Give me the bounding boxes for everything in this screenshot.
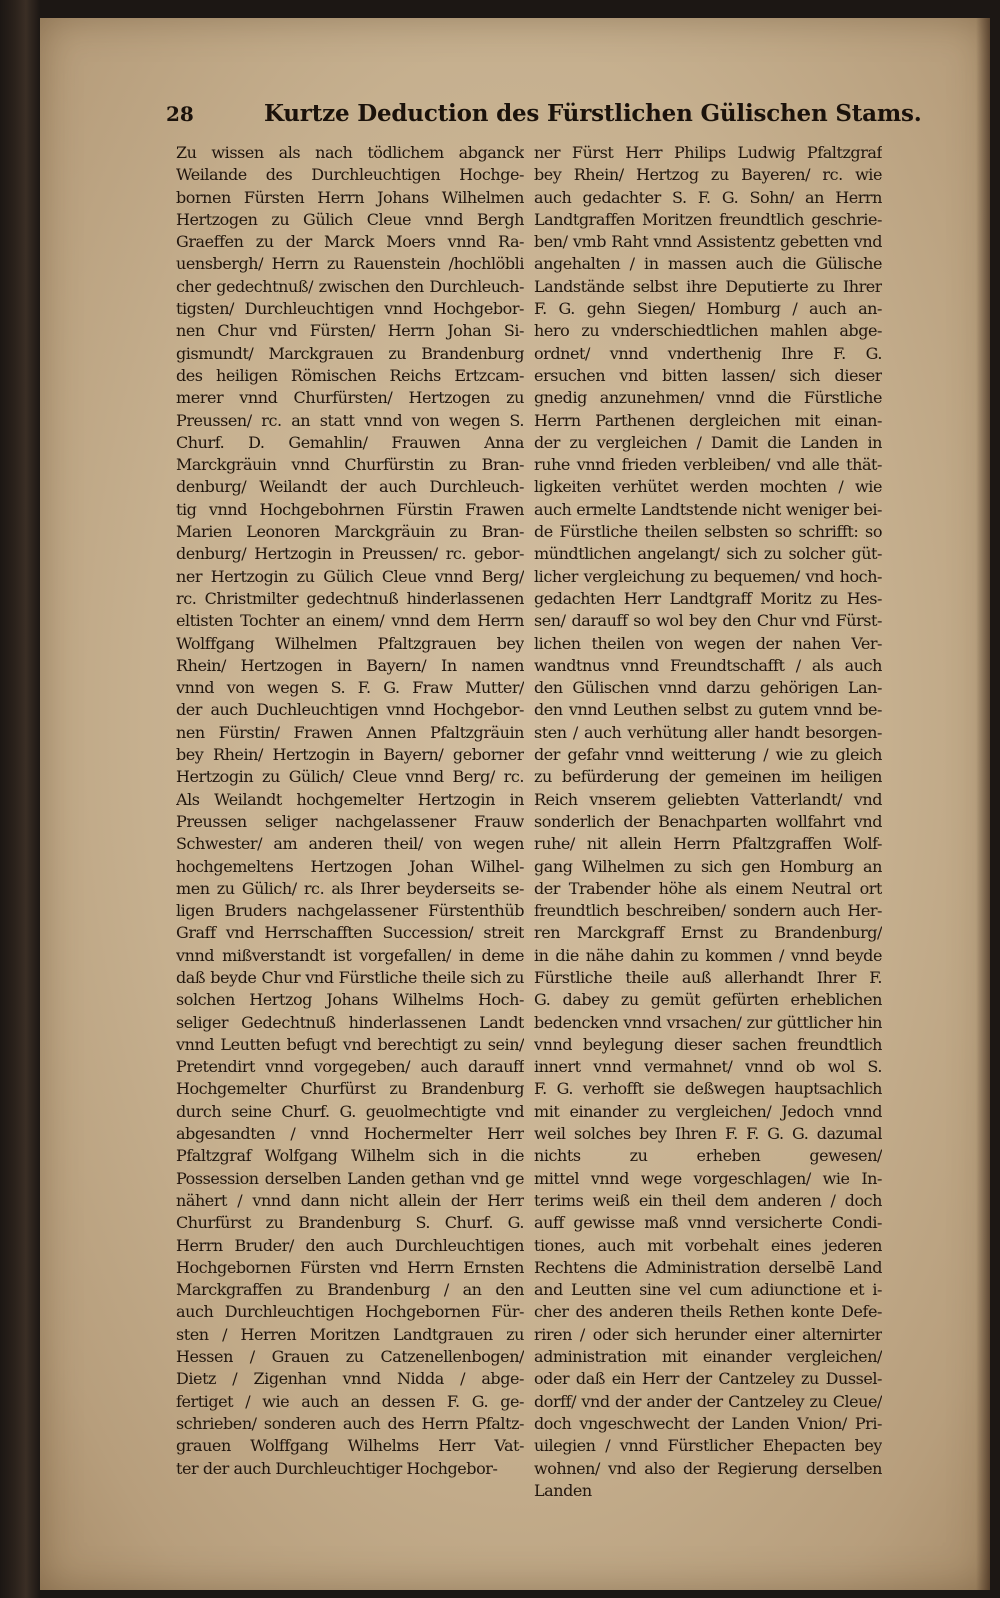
- text-line: hochgemeltens Hertzogen Johan Wilhel-: [176, 856, 524, 876]
- text-line: Reich vnserem geliebten Vatterlandt/ vnd: [534, 789, 882, 809]
- text-line: auff gewisse maß vnnd versicherte Condi-: [534, 1213, 882, 1233]
- text-line: ruhe vnnd frieden verbleiben/ vnd alle thät-: [534, 455, 882, 475]
- text-line: vnnd von wegen S. F. G. Fraw Mutter/: [176, 678, 524, 698]
- text-line: hero zu vnderschiedtlichen mahlen abge-: [534, 321, 882, 341]
- text-line: der gefahr vnnd weitterung / wie zu gleich: [534, 745, 882, 765]
- text-line: Preussen seliger nachgelassener Frauw: [176, 811, 524, 831]
- text-line: Pretendirt vnnd vorgegeben/ auch darauff: [176, 1057, 524, 1077]
- text-line: fertiget / wie auch an dessen F. G. ge-: [176, 1391, 524, 1411]
- text-line: ren Marckgraff Ernst zu Brandenburg/: [534, 923, 882, 943]
- text-line: den Gülischen vnnd darzu gehörigen Lan-: [534, 678, 882, 698]
- text-line: rc. Christmilter gedechtnuß hinderlassenen: [176, 588, 524, 608]
- text-line: riren / oder sich herunder einer alternirter: [534, 1324, 882, 1344]
- text-line: abgesandten / vnnd Hochermelter Herr: [176, 1124, 524, 1144]
- text-line: denburg/ Weilandt der auch Durchleuch-: [176, 477, 524, 497]
- text-line: Graeffen zu der Marck Moers vnnd Ra-: [176, 232, 524, 252]
- page-header: [166, 96, 926, 132]
- text-line: schrieben/ sonderen auch des Herrn Pfaltz-: [176, 1413, 524, 1433]
- text-line: terims weiß ein theil dem anderen / doch: [534, 1190, 882, 1210]
- text-line: uensbergh/ Herrn zu Rauenstein /hochlöbli: [176, 254, 524, 274]
- text-line: vnnd Leutten befugt vnd berechtigt zu sein/: [176, 1034, 524, 1054]
- text-line: F. G. verhofft sie deßwegen hauptsachlich: [534, 1079, 882, 1099]
- text-line: bey Rhein/ Hertzog zu Bayeren/ rc. wie: [534, 165, 882, 185]
- text-line: Herrn Parthenen dergleichen mit einan-: [534, 410, 882, 430]
- text-line: Fürstliche theile auß allerhandt Ihrer F.: [534, 967, 882, 987]
- text-line: gismundt/ Marckgrauen zu Brandenburg: [176, 343, 524, 363]
- text-line: nichts zu erheben gewesen/: [534, 1146, 882, 1166]
- text-line: mittel vnnd wege vorgeschlagen/ wie In-: [534, 1168, 882, 1188]
- running-head: Kurtze Deduction des Fürstlichen Gülischen Stams.: [264, 100, 922, 127]
- text-line: Zu wissen als nach tödlichem abganck: [176, 143, 524, 162]
- text-line: Hessen / Grauen zu Catzenellenbogen/: [176, 1347, 524, 1367]
- text-line: uilegien / vnnd Fürstlicher Ehepacten bey: [534, 1436, 882, 1456]
- text-line: der zu vergleichen / Damit die Landen in: [534, 432, 882, 452]
- text-line: Preussen/ rc. an statt vnnd von wegen S.: [176, 410, 524, 430]
- text-line: eltisten Tochter an einem/ vnnd dem Herrn: [176, 611, 524, 631]
- text-line: ligen Bruders nachgelassener Fürstenthüb: [176, 901, 524, 921]
- text-line: sonderlich der Benachparten wollfahrt vnd: [534, 811, 882, 831]
- text-line: gedachten Herr Landtgraff Moritz zu Hes-: [534, 588, 882, 608]
- text-line: ruhe/ nit allein Herrn Pfaltzgraffen Wolf-: [534, 834, 882, 854]
- text-line: seliger Gedechtnuß hinderlassenen Landt: [176, 1012, 524, 1032]
- text-line: denburg/ Hertzogin in Preussen/ rc. gebor-: [176, 544, 524, 564]
- text-line: Hochgebornen Fürsten vnd Herrn Ernsten: [176, 1257, 524, 1277]
- text-line: Hertzogin zu Gülich/ Cleue vnnd Berg/ rc.: [176, 767, 524, 787]
- text-line: ner Hertzogin zu Gülich Cleue vnnd Berg/: [176, 566, 524, 586]
- text-line: Marien Leonoren Marckgräuin zu Bran-: [176, 522, 524, 542]
- text-line: Herrn Bruder/ den auch Durchleuchtigen: [176, 1235, 524, 1255]
- text-line: Schwester/ am anderen theil/ von wegen: [176, 834, 524, 854]
- text-line: G. dabey zu gemüt gefürten erheblichen: [534, 990, 882, 1010]
- text-line: Graff vnd Herrschafften Succession/ streit: [176, 923, 524, 943]
- text-line: Marckgräuin vnnd Churfürstin zu Bran-: [176, 455, 524, 475]
- text-line: grauen Wolffgang Wilhelms Herr Vat-: [176, 1436, 524, 1456]
- text-line: merer vnnd Churfürsten/ Hertzogen zu: [176, 388, 524, 408]
- text-line: bornen Fürsten Herrn Johans Wilhelmen: [176, 187, 524, 207]
- text-line: mit einander zu vergleichen/ Jedoch vnnd: [534, 1101, 882, 1121]
- text-line: der auch Duchleuchtigen vnnd Hochgebor-: [176, 700, 524, 720]
- text-line: Rechtens die Administration derselbē Land: [534, 1257, 882, 1277]
- text-line: Marckgraffen zu Brandenburg / an den: [176, 1280, 524, 1300]
- text-line: sten / Herren Moritzen Landtgrauen zu: [176, 1324, 524, 1344]
- text-line: Landen: [534, 1480, 592, 1500]
- text-line: dorff/ vnd der ander der Cantzeley zu Cleue/: [534, 1391, 882, 1411]
- text-line: Dietz / Zigenhan vnnd Nidda / abge-: [176, 1369, 524, 1389]
- book-page: [40, 18, 990, 1590]
- text-line: ter der auch Durchleuchtiger Hochgebor-: [176, 1458, 498, 1478]
- text-line: daß beyde Chur vnd Fürstliche theile sich zu: [176, 967, 524, 987]
- text-line: tiones, auch mit vorbehalt eines jederen: [534, 1235, 882, 1255]
- text-line: cher des anderen theils Rethen konte Defe-: [534, 1302, 882, 1322]
- text-line: wandtnus vnnd Freundtschafft / als auch: [534, 655, 882, 675]
- text-line: gnedig anzunehmen/ vnnd die Fürstliche: [534, 388, 882, 408]
- text-line: ordnet/ vnnd vnderthenig Ihre F. G.: [534, 343, 882, 363]
- text-line: Possession derselben Landen gethan vnd ge: [176, 1168, 524, 1188]
- text-line: tigsten/ Durchleuchtigen vnnd Hochgebor-: [176, 299, 524, 319]
- text-line: oder daß ein Herr der Cantzeley zu Dussel-: [534, 1369, 882, 1389]
- text-line: nen Fürstin/ Frawen Annen Pfaltzgräuin: [176, 722, 524, 742]
- text-line: Landstände selbst ihre Deputierte zu Ihrer: [534, 276, 882, 296]
- text-line: des heiligen Römischen Reichs Ertzcam-: [176, 365, 524, 385]
- text-line: Weilande des Durchleuchtigen Hochge-: [176, 165, 524, 185]
- text-line: durch seine Churf. G. geuolmechtigte vnd: [176, 1101, 524, 1121]
- text-line: der Trabender höhe als einem Neutral ort: [534, 878, 882, 898]
- text-line: doch vngeschwecht der Landen Vnion/ Pri-: [534, 1413, 882, 1433]
- text-line: administration mit einander vergleichen/: [534, 1347, 882, 1367]
- text-line: ner Fürst Herr Philips Ludwig Pfaltzgraf: [534, 143, 882, 162]
- text-line: Pfaltzgraf Wolfgang Wilhelm sich in die: [176, 1146, 524, 1166]
- text-line: Churf. D. Gemahlin/ Frauwen Anna: [176, 432, 524, 452]
- text-line: weil solches bey Ihren F. F. G. G. dazumal: [534, 1124, 882, 1144]
- text-line: Rhein/ Hertzogen in Bayern/ In namen: [176, 655, 524, 675]
- text-line: tig vnnd Hochgebohrnen Fürstin Frawen: [176, 499, 524, 519]
- text-line: Churfürst zu Brandenburg S. Churf. G.: [176, 1213, 524, 1233]
- text-line: auch Durchleuchtigen Hochgebornen Für-: [176, 1302, 524, 1322]
- text-line: men zu Gülich/ rc. als Ihrer beyderseits se-: [176, 878, 524, 898]
- text-line: nähert / vnnd dann nicht allein der Herr: [176, 1190, 524, 1210]
- text-line: sen/ darauff so wol bey den Chur vnd Fürst-: [534, 611, 882, 631]
- text-line: ben/ vmb Raht vnnd Assistentz gebetten vnd: [534, 232, 882, 252]
- text-line: and Leutten sine vel cum adiunctione et i-: [534, 1280, 882, 1300]
- text-line: Hertzogen zu Gülich Cleue vnnd Bergh: [176, 209, 524, 229]
- text-line: sten / auch verhütung aller handt besorgen-: [534, 722, 882, 742]
- text-line: mündtlichen angelangt/ sich zu solcher güt-: [534, 544, 882, 564]
- text-line: auch ermelte Landtstende nicht weniger bei-: [534, 499, 882, 519]
- text-line: ersuchen vnd bitten lassen/ sich dieser: [534, 365, 882, 385]
- text-line: Hochgemelter Churfürst zu Brandenburg: [176, 1079, 524, 1099]
- text-line: nen Chur vnd Fürsten/ Herrn Johan Si-: [176, 321, 524, 341]
- text-line: auch gedachter S. F. G. Sohn/ an Herrn: [534, 187, 882, 207]
- text-line: vnnd beylegung dieser sachen freundtlich: [534, 1034, 882, 1054]
- text-line: Als Weilandt hochgemelter Hertzogin in: [176, 789, 524, 809]
- text-line: zu befürderung der gemeinen im heiligen: [534, 767, 882, 787]
- text-line: licher vergleichung zu bequemen/ vnd hoch-: [534, 566, 882, 586]
- text-line: lichen theilen von wegen der nahen Ver-: [534, 633, 882, 653]
- text-line: wohnen/ vnd also der Regierung derselben: [534, 1458, 882, 1478]
- text-line: in die nähe dahin zu kommen / vnnd beyde: [534, 945, 882, 965]
- text-line: F. G. gehn Siegen/ Homburg / auch an-: [534, 299, 882, 319]
- text-line: angehalten / in massen auch die Gülische: [534, 254, 882, 274]
- right-text-column: [534, 142, 882, 1502]
- text-line: bedencken vnnd vrsachen/ zur güttlicher hin: [534, 1012, 882, 1032]
- text-line: freundtlich beschreiben/ sondern auch Her-: [534, 901, 882, 921]
- left-text-column: [176, 142, 524, 1480]
- text-line: solchen Hertzog Johans Wilhelms Hoch-: [176, 990, 524, 1010]
- text-line: ligkeiten verhütet werden mochten / wie: [534, 477, 882, 497]
- page-number: 28: [166, 102, 194, 126]
- text-line: bey Rhein/ Hertzogin in Bayern/ geborner: [176, 745, 524, 765]
- text-line: vnnd mißverstandt ist vorgefallen/ in deme: [176, 945, 524, 965]
- text-line: gang Wilhelmen zu sich gen Homburg an: [534, 856, 882, 876]
- text-line: den vnnd Leuthen selbst zu gutem vnnd be-: [534, 700, 882, 720]
- text-line: cher gedechtnuß/ zwischen den Durchleuch-: [176, 276, 524, 296]
- text-line: de Fürstliche theilen selbsten so schrifft: so: [534, 522, 882, 542]
- text-line: Landtgraffen Moritzen freundtlich geschrie-: [534, 209, 882, 229]
- text-line: Wolffgang Wilhelmen Pfaltzgrauen bey: [176, 633, 524, 653]
- text-line: innert vnnd vermahnet/ vnnd ob wol S.: [534, 1057, 882, 1077]
